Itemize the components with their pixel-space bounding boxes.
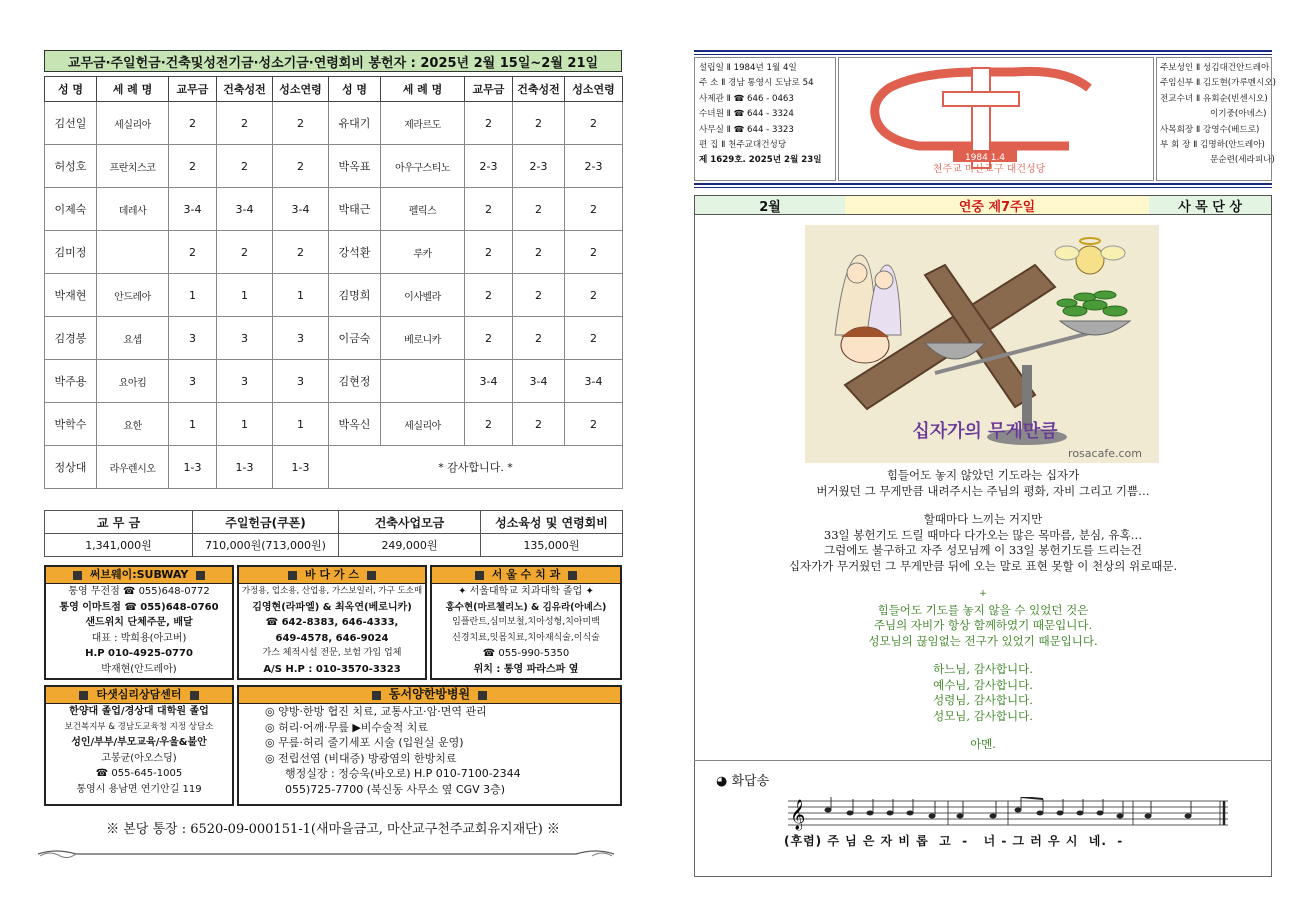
ad-clinic	[237, 685, 622, 806]
baptismal-name: 루카	[381, 231, 465, 274]
donation-month: 2-3	[513, 145, 565, 188]
music-staff	[788, 797, 1228, 831]
donation-month: 2	[565, 188, 623, 231]
info-row: 사목회장 Ⅱ 강영수(베드로)	[1160, 124, 1260, 135]
donation-month: 3	[273, 360, 329, 403]
ad-line: 055)725-7700 (북신동 사무소 옆 CGV 3층)	[285, 782, 506, 796]
donation-month: 3	[217, 317, 273, 360]
donation-month: 1	[169, 274, 217, 317]
baptismal-name: 요셉	[97, 317, 169, 360]
totals-label: 교 무 금	[45, 511, 193, 534]
footer-ornament	[36, 846, 616, 860]
ad-line: 신경치료,잇몸치료,치아재식술,이식술	[452, 632, 600, 643]
donation-month: 1-3	[217, 446, 273, 489]
donation-month: 2	[217, 231, 273, 274]
ad-line: ☎ 055-645-1005	[95, 768, 183, 780]
donation-month: 2	[513, 274, 565, 317]
totals-value: 135,000원	[481, 534, 623, 557]
ad-title: 동서양한방병원	[388, 687, 471, 702]
info-row: 사제관 Ⅱ ☎ 646 - 0463	[699, 93, 794, 104]
donation-month: 2	[565, 231, 623, 274]
poem-line: 힘들어도 놓지 않았던 기도라는 십자가	[886, 468, 1080, 482]
donor-row	[45, 102, 623, 145]
baptismal-name: 요아킴	[97, 360, 169, 403]
donation-month: 1	[273, 403, 329, 446]
ad-line: ✦ 서울대학교 치과대학 졸업 ✦	[458, 586, 594, 597]
donor-table	[44, 76, 623, 489]
donation-month: 2	[217, 145, 273, 188]
totals-header	[45, 511, 623, 534]
donation-month: 2	[565, 274, 623, 317]
sunday-label: 연중 제7주일	[845, 196, 1149, 214]
poem-line: 할때마다 느끼는 거지만	[923, 512, 1043, 526]
ad-line: ☎ 642-8383, 646-4333,	[265, 617, 399, 629]
col-header: 세 례 명	[97, 77, 169, 102]
parish-logo	[838, 57, 1154, 181]
reflection-poem	[694, 468, 1272, 753]
donation-month: 2	[565, 102, 623, 145]
baptismal-name	[97, 231, 169, 274]
ad-line: 649-4578, 646-9024	[275, 632, 389, 644]
donor-name: 김경봉	[45, 317, 97, 360]
ad-line: 통영 무전점 ☎ 055)648-0772	[68, 586, 210, 597]
donor-row	[45, 317, 623, 360]
info-row: 주임신부 Ⅱ 김도현(가루멘시오)	[1160, 78, 1277, 89]
baptismal-name: 제라르도	[381, 102, 465, 145]
square-icon	[478, 691, 487, 700]
poem-line: 그럼에도 불구하고 자주 성모님께 이 33일 봉헌기도를 드리는건	[824, 543, 1142, 557]
poem-line: 예수님, 감사합니다.	[933, 677, 1033, 692]
totals-label: 성소육성 및 연령회비	[481, 511, 623, 534]
col-header: 성소연령	[565, 77, 623, 102]
square-icon	[196, 571, 205, 580]
totals-value: 710,000원(713,000원)	[193, 534, 339, 557]
donation-month: 2	[513, 403, 565, 446]
poem-plus: +	[979, 589, 987, 599]
ad-line: 홍수현(마르첼리노) & 김유라(아녜스)	[445, 601, 607, 613]
col-header: 교무금	[465, 77, 513, 102]
baptismal-name: 세실리아	[381, 403, 465, 446]
donor-name: 이제숙	[45, 188, 97, 231]
issue-number: 제 1629호. 2025년 2월 23일	[699, 155, 822, 166]
totals-label: 주일헌금(쿠폰)	[193, 511, 339, 534]
offering-list-title: 교무금·주일헌금·건축및성전기금·성소기금·연령회비 봉헌자 : 2025년 2월 15일~2월 21일	[44, 50, 622, 72]
poem-line: 하느님, 감사합니다.	[933, 662, 1033, 676]
ad-line: 임플란트,심미보철,치아성형,치아미백	[452, 617, 600, 628]
info-row: 이기중(아녜스)	[1210, 109, 1267, 120]
info-row: 설립일 Ⅱ 1984년 1월 4일	[699, 63, 797, 73]
poem-amen: 아멘.	[970, 737, 996, 751]
col-header: 성 명	[45, 77, 97, 102]
donor-table-header	[45, 77, 623, 102]
totals-table	[44, 510, 623, 557]
ad-title: 타샛심리상담센터	[96, 688, 182, 702]
donation-month: 2	[465, 188, 513, 231]
baptismal-name: 아우구스티노	[381, 145, 465, 188]
donation-month: 2	[513, 188, 565, 231]
ad-header	[239, 567, 425, 584]
donation-month: 2	[465, 231, 513, 274]
donor-name: 이금숙	[329, 317, 381, 360]
ad-line: 보건복지부 & 경남도교육청 지정 상담소	[64, 721, 214, 732]
liturgy-bar	[694, 195, 1272, 215]
square-icon	[190, 691, 199, 700]
baptismal-name: 이사벨라	[381, 274, 465, 317]
ad-line: 가스 체적시설 전문, 보험 가입 업체	[262, 648, 402, 659]
info-row: 주보성인 Ⅱ 성김대건안드레아	[1160, 63, 1270, 73]
ad-line: 통영 이마트점 ☎ 055)648-0760	[59, 601, 219, 613]
donor-row	[45, 446, 623, 489]
ad-line: 한양대 졸업/경상대 대학원 졸업	[69, 706, 209, 717]
totals-value: 1,341,000원	[45, 534, 193, 557]
header-rule	[694, 54, 1272, 55]
baptismal-name: 펠릭스	[381, 188, 465, 231]
baptismal-name: 프란치스코	[97, 145, 169, 188]
donation-month: 2-3	[465, 145, 513, 188]
donation-month: 3	[217, 360, 273, 403]
donation-month: 2	[513, 102, 565, 145]
ad-line: 위치 : 통영 파라스파 옆	[473, 663, 579, 675]
info-row: 편 집 Ⅱ 천주교대건성당	[699, 140, 787, 151]
illustration-site: rosacafe.com	[1068, 447, 1142, 460]
bank-account: ※ 본당 통장 : 6520-09-000151-1(새마을금고, 마산교구천주교회유지재단) ※	[106, 822, 560, 837]
donation-month: 2	[565, 403, 623, 446]
donor-name: 박재현	[45, 274, 97, 317]
donor-name: 강석환	[329, 231, 381, 274]
ad-line: ◎ 양방·한방 협진 치료, 교통사고·암·면역 관리	[265, 705, 487, 718]
ad-line: ◎ 전립선염 (비대증) 방광염의 한방치료	[265, 751, 457, 765]
ad-title: 서 울 수 치 과	[491, 568, 561, 582]
donor-name: 박옥신	[329, 403, 381, 446]
totals-values	[45, 534, 623, 557]
psalm-lyrics: (후렴) 주 님 은 자 비 롭 고 - 너 - 그 러 우 시 네. -	[784, 834, 1124, 848]
psalm-label: ◕ 화답송	[716, 774, 770, 789]
donation-month: 2	[465, 274, 513, 317]
totals-value: 249,000원	[339, 534, 481, 557]
thanks-note: * 감사합니다. *	[329, 446, 623, 489]
ad-dental	[430, 565, 622, 680]
info-row: 전교수녀 Ⅱ 유회순(빈센시오)	[1160, 93, 1268, 104]
donor-name: 박학수	[45, 403, 97, 446]
header-rule	[694, 183, 1272, 185]
illustration-art	[805, 225, 1159, 463]
donor-name: 김명희	[329, 274, 381, 317]
donation-month: 2	[169, 231, 217, 274]
ad-line: 가정용, 업소용, 산업용, 가스보일러, 가구 도소매	[241, 586, 423, 596]
ad-line: ◎ 무릎·허리 줄기세포 시술 (입원실 운영)	[265, 736, 464, 750]
ad-header	[46, 567, 232, 584]
donor-name: 유대기	[329, 102, 381, 145]
square-icon	[568, 571, 577, 580]
square-icon	[372, 691, 381, 700]
donor-name: 박태근	[329, 188, 381, 231]
ad-line: 성인/부부/부모교육/우울&불안	[71, 737, 207, 749]
info-row: 부 회 장 Ⅱ 김명하(안드레아)	[1160, 140, 1265, 151]
donor-row	[45, 145, 623, 188]
ad-line: ☎ 055-990-5350	[482, 648, 570, 660]
col-header: 교무금	[169, 77, 217, 102]
ad-line: 김영현(라파엘) & 최옥연(베로니카)	[252, 601, 412, 613]
donor-row	[45, 231, 623, 274]
info-row: 수녀원 Ⅱ ☎ 644 - 3324	[699, 109, 794, 120]
baptismal-name: 라우렌시오	[97, 446, 169, 489]
ad-header	[46, 687, 232, 704]
col-header: 건축성전	[217, 77, 273, 102]
info-row: 주 소 Ⅱ 경남 통영시 도남로 54	[699, 78, 814, 89]
donation-month: 3-4	[465, 360, 513, 403]
treble-clef-icon: 𝄞	[790, 800, 806, 830]
donation-month: 3	[169, 317, 217, 360]
illustration-caption: 십자가의 무게만큼	[912, 421, 1058, 442]
ad-title: 써브웨이:SUBWAY	[89, 568, 189, 582]
donor-name: 허성호	[45, 145, 97, 188]
donation-month: 2	[465, 403, 513, 446]
poem-line: 십자가가 무거웠던 그 무게만큼 뒤에 오는 말로 표현 못할 이 천상의 위로때문.	[788, 558, 1178, 573]
baptismal-name: 안드레아	[97, 274, 169, 317]
donation-month: 3	[169, 360, 217, 403]
baptismal-name: 데레사	[97, 188, 169, 231]
info-row: 사무실 Ⅱ ☎ 644 - 3323	[699, 124, 794, 135]
ad-line: 통영시 용남면 연기안길 119	[76, 783, 202, 795]
square-icon	[73, 571, 82, 580]
donation-month: 2	[565, 317, 623, 360]
donor-row	[45, 274, 623, 317]
ad-counseling	[44, 685, 234, 806]
donation-month: 3-4	[513, 360, 565, 403]
donor-name: 박주용	[45, 360, 97, 403]
square-icon	[475, 571, 484, 580]
col-header: 세 례 명	[381, 77, 465, 102]
donor-row	[45, 360, 623, 403]
donation-month: 1	[169, 403, 217, 446]
col-header: 건축성전	[513, 77, 565, 102]
donation-month: 2	[465, 317, 513, 360]
ad-gas	[237, 565, 427, 680]
parish-staff-box	[1156, 57, 1277, 181]
donation-month: 3-4	[169, 188, 217, 231]
month-label: 2월	[695, 196, 845, 214]
ad-line: H.P 010-4925-0770	[85, 648, 193, 660]
baptismal-name: 세실리아	[97, 102, 169, 145]
logo-text: 천주교 마산교구 대건성당	[932, 164, 1046, 175]
logo-year: 1984 1.4	[964, 153, 1006, 163]
header-rule	[694, 50, 1272, 52]
info-row: 문순련(세라피나)	[1210, 155, 1275, 166]
parish-info-box	[694, 57, 836, 181]
ad-line: A/S H.P : 010-3570-3323	[263, 663, 401, 675]
header-rule	[694, 187, 1272, 188]
square-icon	[288, 571, 297, 580]
cross-logo-icon	[839, 58, 1153, 180]
donor-row	[45, 403, 623, 446]
cross-weight-illustration	[805, 225, 1159, 463]
donation-month: 1-3	[169, 446, 217, 489]
baptismal-name: 요한	[97, 403, 169, 446]
ad-line: 샌드위치 단체주문, 배달	[85, 617, 193, 629]
ad-line: ◎ 허리·어깨·무릎 ▶비수술적 치료	[265, 720, 429, 734]
donation-month: 3	[273, 317, 329, 360]
donation-month: 1	[217, 274, 273, 317]
donor-name: 김미정	[45, 231, 97, 274]
square-icon	[79, 691, 88, 700]
donation-month: 3-4	[273, 188, 329, 231]
donor-name: 김선일	[45, 102, 97, 145]
donation-month: 2	[273, 145, 329, 188]
donation-month: 2	[465, 102, 513, 145]
donation-month: 1-3	[273, 446, 329, 489]
col-header: 성 명	[329, 77, 381, 102]
ad-header	[432, 567, 620, 584]
baptismal-name: 베로니카	[381, 317, 465, 360]
square-icon	[367, 571, 376, 580]
ad-subway	[44, 565, 234, 680]
poem-line: 성령님, 감사합니다.	[933, 693, 1033, 707]
poem-line: 성모님, 감사합니다.	[933, 708, 1033, 723]
ad-line: 고봉균(아오스딩)	[101, 752, 177, 764]
ad-header	[239, 687, 620, 704]
poem-line: 힘들어도 기도를 놓지 않을 수 있었던 것은	[877, 602, 1089, 617]
donor-name: 박옥표	[329, 145, 381, 188]
donor-name: 정상대	[45, 446, 97, 489]
poem-line: 버거웠던 그 무게만큼 내려주시는 주님의 평화, 자비 그리고 기쁨…	[816, 483, 1150, 498]
poem-line: 성모님의 끊임없는 전구가 있었기 때문입니다.	[868, 633, 1098, 648]
donation-month: 2	[273, 102, 329, 145]
baptismal-name	[381, 360, 465, 403]
column-title: 사 목 단 상	[1149, 196, 1271, 214]
donation-month: 2	[513, 231, 565, 274]
poem-line: 33일 봉헌기도 드릴 때마다 다가오는 많은 목마름, 분심, 유혹…	[823, 527, 1143, 542]
donation-month: 3-4	[565, 360, 623, 403]
donation-month: 2	[273, 231, 329, 274]
ad-line: 박재현(안드레아)	[101, 663, 177, 675]
donation-month: 2	[513, 317, 565, 360]
ad-title: 바 다 가 스	[305, 568, 359, 582]
totals-label: 건축사업모금	[339, 511, 481, 534]
donor-row	[45, 188, 623, 231]
poem-line: 주님의 자비가 항상 함께하였기 때문입니다.	[873, 618, 1093, 632]
donation-month: 2-3	[565, 145, 623, 188]
donation-month: 1	[217, 403, 273, 446]
donation-month: 2	[217, 102, 273, 145]
donation-month: 2	[169, 145, 217, 188]
donation-month: 3-4	[217, 188, 273, 231]
divider	[694, 760, 1272, 761]
donation-month: 2	[169, 102, 217, 145]
col-header: 성소연령	[273, 77, 329, 102]
donor-name: 김현정	[329, 360, 381, 403]
ad-line: 행정실장 : 정승욱(바오로) H.P 010-7100-2344	[285, 767, 521, 781]
donation-month: 1	[273, 274, 329, 317]
ad-line: 대표 : 박희용(아고버)	[91, 632, 187, 644]
